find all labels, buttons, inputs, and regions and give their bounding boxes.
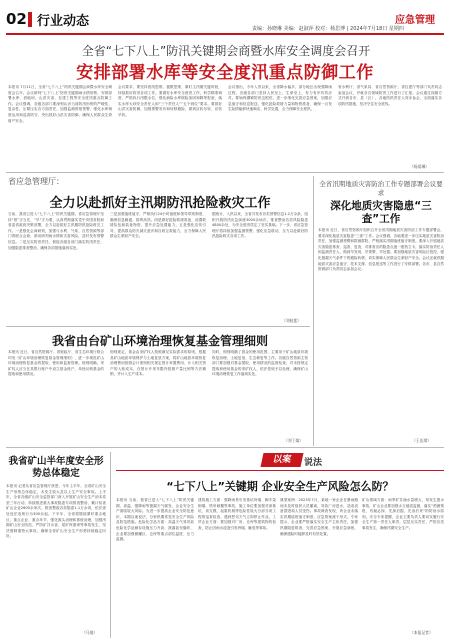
story2-col-1: 当前，我省已进入“七下八上”防汛关键期，省应急管理厅坚持“预”字当先、“早”字为要，认真贯彻落实党中央国务院和省委省政府决策部署，全力以赴抓好主汛期防汛抢险救灾工作。一是强化会商研判，加强与水利、气象、自然资源等部门的联合会商，滚动研判雨水情和灾害风险，及时发布预警信息。二是压实防汛责任，督促各级各部门落实防汛责任，加强隐患排查整治，确保各项措施落到实处。 (8, 212, 104, 250)
commentary-rule (116, 470, 444, 471)
story3-col-3: 同时，细则明确了基金的使用范围，主要用于矿山地质环境恢复治理、土地复垦、生态修复等工作。各级自然资源主管部门要加强对基金提取、使用情况的监督检查，对未按规定提取和使用基金的采矿权人，依法依规予以处理，确保矿山环境治理恢复工作落到实处。 (212, 350, 308, 377)
lead-col-2: 会议要求，要坚持底线思维、极限思维，紧盯主汛期关键时段，持续抓好防汛各项工作。要做好水库安全度汛工作，科学精准调度，严格执行汛限水位，强化病险水库除险加固和降等报废，落实水库大坝安全责任人和“三个责任人”“五个到位”要求。要抓好山洪灾害防御，加强预警发布和转移避险，做到应转尽转、应转早转。 (118, 85, 222, 117)
divider (6, 326, 310, 327)
divider (6, 172, 444, 173)
story4-author: （马倩） (82, 630, 98, 635)
divider (6, 447, 444, 448)
story2-col-2: 三是加强值班值守，严格执行24小时值班和领导带班制度，确保信息畅通、指挥高效。四是做好抢险救援准备，前置救援队伍和装备物资，提升应急处置能力。五是强化宣传引导，提高群众防灾减灾意识和自救互救能力，全力保障人民群众生命财产安全。 (110, 212, 206, 239)
masthead-brand: 应急管理 (395, 15, 435, 26)
story3-author: （刘丁婧） (284, 438, 303, 443)
section-title: 行业动态 (37, 14, 90, 29)
column-tag: 以案 (261, 453, 304, 467)
story2-headline: 全力以赴抓好主汛期防汛抢险救灾工作 (49, 196, 271, 211)
editor-line: 责编：孙晓琳 美编：赵淑萍 校对：杨思博 | 2024年7月18日 星期四 (252, 26, 404, 32)
story3-col-1: 本报讯 近日，省自然资源厅、省财政厅、省生态环境厅联合印发《矿山环境治理恢复基金管理细则》，进一步规范矿山环境治理恢复基金的提取、使用和监督管理。细则明确，采矿权人应当在其银行账户中设立基金账户，单独反映基金的提取和使用情况。 (8, 350, 104, 377)
commentary-headline: “七下八上”关键期 企业安全生产风险怎么防？ (166, 480, 394, 493)
story2-col-3: 据统计，入汛以来，全省共发布各类预警信息1.2万余条，组织开展防汛应急演练3000余场次，排查整治各类风险隐患4800余处，为安全度汛奠定了坚实基础。下一步，省应急管理厅将持续加强监测预警，强化应急联动，全力以赴做好防汛抢险救灾各项工作。 (212, 212, 308, 239)
page-number: 02 (6, 10, 27, 28)
commentary-col-2: 建筑施工方面：强降雨易引发基坑坍塌、脚手架倒塌、塔吊倾覆等事故，施工单位要加强对深基坑、高支模、起重机械等危险性较大分部分项工程的巡查检查，遇到恶劣天气立即停止作业。工贸企业方面：要加强对厂房、仓库等建筑物的检查，防止因雨水浸泡引发坍塌、触电等事故。 (198, 498, 276, 530)
sidebar-headline: 深化地质灾害隐患“三查”工作 (330, 200, 432, 225)
story2-kicker: 省应急管理厅： (8, 177, 64, 186)
commentary-author: （本报记者） (410, 630, 433, 635)
story3-col-2: 细则规定，基金由采矿权人按照满足实际需求的原则，根据其矿山地质环境保护与土地复垦方案，将矿山地质环境恢复治理费用按照会计准则相关规定预计弃置费用，计入相关资产的入账成本，在预计开采年限内按照产量比例等方法摊销，并计入生产成本。 (110, 350, 206, 377)
header-rule (6, 33, 444, 35)
sidebar-author: （王佳琪） (412, 438, 431, 443)
column-rule (110, 452, 111, 638)
section-marker (28, 12, 32, 27)
column-tag-suffix: 说法 (304, 458, 323, 468)
story4-headline: 我省矿山半年度安全形势总体稳定 (8, 456, 104, 479)
lead-kicker: 全省“七下八上”防汛关键期会商暨水库安全调度会召开 (81, 44, 371, 58)
story3-headline: 我省由台矿山环境治理恢复基金管理细则 (51, 334, 268, 348)
story4-body: 本报讯 记者从省应急管理厅获悉，今年上半年，全省矿山安全生产形势总体稳定，未发生较大及以上生产安全事故。上半年，全省各级矿山安全监管部门深入开展矿山安全生产治本攻坚三年行动，持续推进重大事故隐患专项排查整治，累计检查矿山企业2600余家次，排查整改各类隐患1.1万余项，依法查处违法违规行为300余起。下半年，全省将继续紧盯重点地区、重点企业、重点环节，强化源头治理和系统治理，加强汛期矿山安全防范，严防矿井水害、尾矿库溃坝等事故发生，坚决遏制重特大事故，确保全省矿山安全生产形势持续稳定向好。 (6, 484, 106, 539)
sidebar-kicker: 全省汛期地质灾害防治工作专题部署会议要求 (319, 180, 443, 197)
lead-author: （杨爱琳） (410, 164, 429, 169)
sidebar-body: 本报讯 近日，省自然资源厅组织召开全省汛期地质灾害防治工作专题部署会，要求深化地质灾害隐患“三查”工作。会议强调，各地要进一步压实地质灾害防治责任，加强监测预警和群测群防，严格落实汛期值班值守制度。要深入开展地质灾害隐患排查、巡查、复查，对排查出的隐患点逐一建档立卡，落实防治责任人和监测责任人，做到早发现、早预警、早处置。要加强地质灾害风险区管控，强化极端天气条件下的避险转移，切实保障人民群众生命财产安全。会议还就汛期地质灾害应急值守、技术支撑、信息报送等工作进行了安排部署。各市、县自然资源部门负责同志参加会议。 (318, 228, 444, 272)
commentary-col-3: 典型案例：2023年7月，某地一家企业在暴雨期间未及时组织人员撤离，导致厂房进水，造成设备损毁和人员受伤。事故调查发现，该企业未落实汛期值班值守制度，应急预案流于形式。专家提示，企业要严格落实安全生产主体责任，加强汛期隐患排查，完善应急预案，开展应急演练，确保遇险时能够及时有效处置。 (280, 498, 358, 536)
page-header (0, 0, 450, 34)
lead-headline: 安排部署水库等安全度汛重点防御工作 (76, 63, 374, 83)
commentary-col-4: 矿山领域方面：雨季矿井涌水量增大，易发生透水事故，矿山企业要加强水文地质监测，落实“预测预报、有疑必探、先探后掘、先治后采”的防治水原则。安全专家提醒，企业主要负责人要切实履行安全生产第一责任人职责，层层压实责任，严防各类事故发生，确保汛期安全生产。 (362, 498, 444, 530)
commentary-col-1: 本报讯 当前，我省已进入“七下八上”防汛关键期，高温、强降雨等极端天气频发，企业安全生产面临较大风险。为进一步提高企业安全防范意识，本期以案说法，分析汛期常见安全生产风险及防范措施。危险化学品方面：高温天气易导致危险化学品储存设施压力升高、泄漏甚至爆炸，企业要加强储罐区、仓库等重点部位温度、压力监测。 (116, 498, 194, 542)
lead-col-1: 本报讯 7月11日，全省“七下八上”防汛关键期会商暨水库安全调度会召开。会议研判“七下八上”防汛关键期雨水情形势，安排部署水库、淤地坝、山洪灾害、在建工程等安全度汛重点防御工作。会议强调，各级各部门要深刻认识当前防汛形势的严峻性、复杂性，压紧压实各方面责任，加强监测预报预警，强化水库调度运用和巡查防守，突出抓好山洪灾害防御，确保人民群众生命财产安全。 (8, 85, 112, 123)
lead-col-4: 省水利厅、省气象局、省自然资源厅、省住建厅等部门负责同志参加会议，并就各自领域防汛工作进行了汇报。会议通过视频方式开到各市、县（区），各地防汛责任人同步参会，全面落实各项防汛措施，坚决守住安全底线。 (338, 85, 442, 106)
column-rule (313, 176, 314, 446)
lead-col-3: 会议指出，今年入汛以来，全省降水偏多，部分地区出现强降雨过程，各级各部门坚持人民至上、生命至上，有力有序有效应对。要始终绷紧防汛这根弦，进一步细化完善应急预案，加强应急值守和信息报送，强化抢险救援力量和物资准备，确保一旦发生险情能够快速响应、科学处置，全力保障安全度汛。 (228, 85, 332, 112)
story2-author: （刘桂莲） (282, 318, 301, 323)
